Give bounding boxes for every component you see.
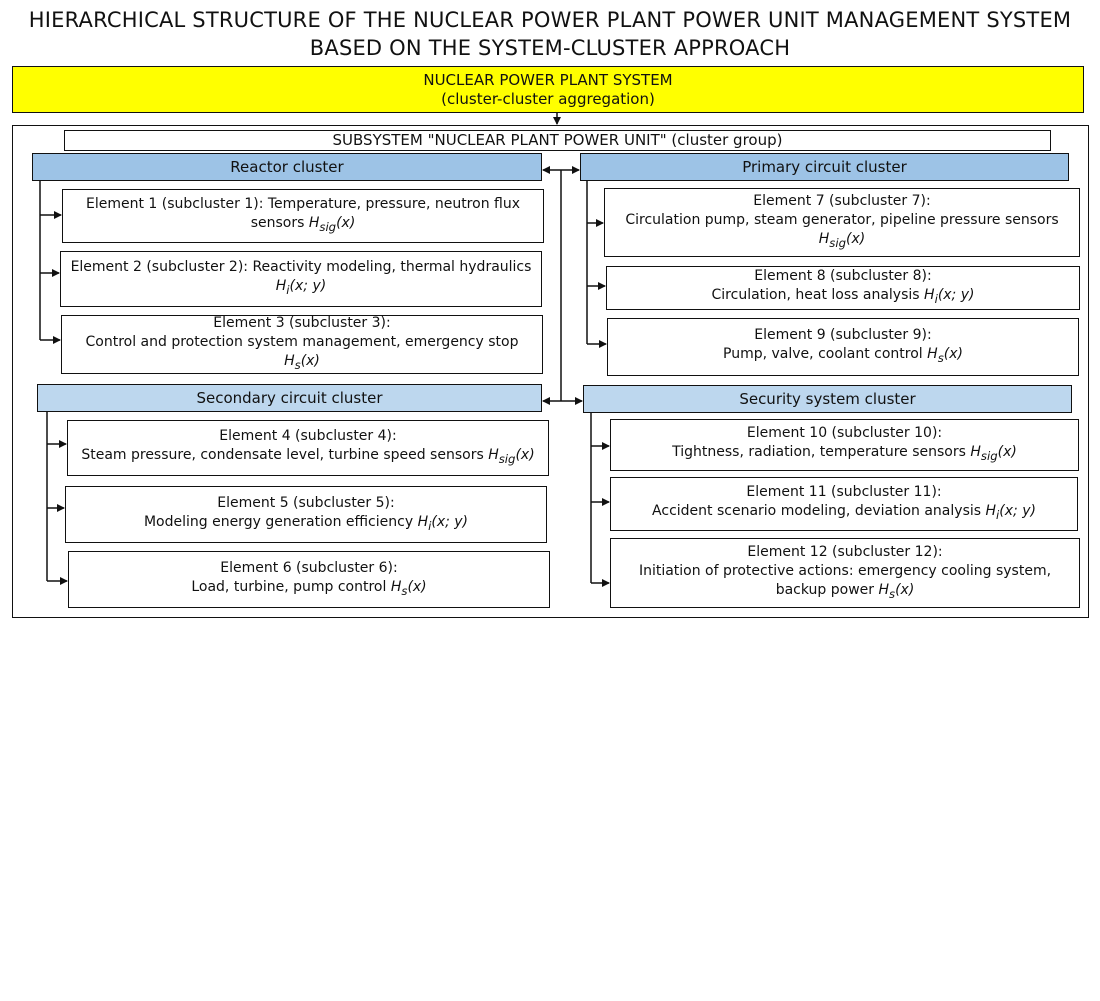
system-label: NUCLEAR POWER PLANT SYSTEM [423, 70, 673, 89]
element-7-line-2: Circulation pump, steam generator, pipeline pressure sensors [625, 212, 1059, 229]
element-5-line-1: Element 5 (subcluster 5): [217, 494, 395, 511]
element-11-line-1: Element 11 (subcluster 11): [746, 484, 942, 501]
element-3-formula: $H_s(x)$ [284, 353, 320, 372]
element-12-line-1: Element 12 (subcluster 12): [747, 543, 943, 560]
element-1-line-2: sensors [250, 215, 305, 232]
element-9-line-2: Pump, valve, coolant control [723, 346, 923, 363]
element-7-formula: $H_{sig}(x)$ [818, 231, 866, 250]
element-8-line-2: Circulation, heat loss analysis [711, 287, 920, 304]
element-6-formula: $H_s(x)$ [390, 578, 427, 598]
subsystem-label: SUBSYSTEM "NUCLEAR PLANT POWER UNIT" (cluster group) [332, 131, 783, 149]
element-1-line-1: Element 1 (subcluster 1): Temperature, pressure, neutron flux [86, 196, 520, 213]
element-10-formula: $H_{sig}(x)$ [970, 444, 1017, 463]
element-6-line-2: Load, turbine, pump control [191, 578, 387, 595]
element-12-formula: $H_s(x)$ [878, 581, 915, 601]
secondary-cluster-label: Secondary circuit cluster [196, 388, 383, 407]
element-2-formula: $H_i(x$; y) [275, 278, 327, 297]
element-9-line-1: Element 9 (subcluster 9): [754, 327, 932, 344]
element-2-line-1: Element 2 (subcluster 2): Reactivity modeling, thermal hydraulics [70, 259, 532, 276]
element-8-line-1: Element 8 (subcluster 8): [754, 268, 932, 285]
element-4-line-2: Steam pressure, condensate level, turbine speed sensors [81, 447, 484, 464]
element-4-line-1: Element 4 (subcluster 4): [219, 428, 397, 445]
element-6-line-1: Element 6 (subcluster 6): [220, 559, 398, 576]
element-7-line-1: Element 7 (subcluster 7): [753, 193, 931, 210]
system-sublabel: (cluster-cluster aggregation) [441, 89, 655, 108]
security-cluster-label: Security system cluster [739, 389, 916, 408]
primary-cluster-label: Primary circuit cluster [742, 157, 907, 176]
element-11-formula: $H_i(x$; y) [985, 503, 1036, 522]
title-line-2: BASED ON THE SYSTEM-CLUSTER APPROACH [309, 36, 791, 60]
element-9-formula: $H_s(x)$ [927, 346, 963, 365]
title-line-1: HIERARCHICAL STRUCTURE OF THE NUCLEAR POWER PLANT POWER UNIT MANAGEMENT SYSTEM [28, 8, 1072, 32]
element-4-formula: $H_{sig}(x)$ [488, 447, 535, 466]
element-5-formula: $H_i(x$; y) [417, 513, 469, 533]
element-3-line-1: Element 3 (subcluster 3): [213, 315, 391, 332]
element-11-line-2: Accident scenario modeling, deviation analysis [652, 503, 982, 520]
element-8-formula: $H_i(x$; y) [924, 287, 975, 306]
element-1-formula: $H_{sig}(x)$ [308, 215, 356, 234]
element-12-line-3: backup power [775, 581, 875, 598]
element-12-line-2: Initiation of protective actions: emergency cooling system, [638, 562, 1052, 579]
reactor-cluster-label: Reactor cluster [230, 157, 344, 176]
element-5-line-2: Modeling energy generation efficiency [143, 513, 414, 530]
element-10-line-2: Tightness, radiation, temperature sensors [672, 444, 966, 461]
element-10-line-1: Element 10 (subcluster 10): [746, 425, 943, 442]
element-3-line-2: Control and protection system management, emergency stop [85, 334, 519, 351]
